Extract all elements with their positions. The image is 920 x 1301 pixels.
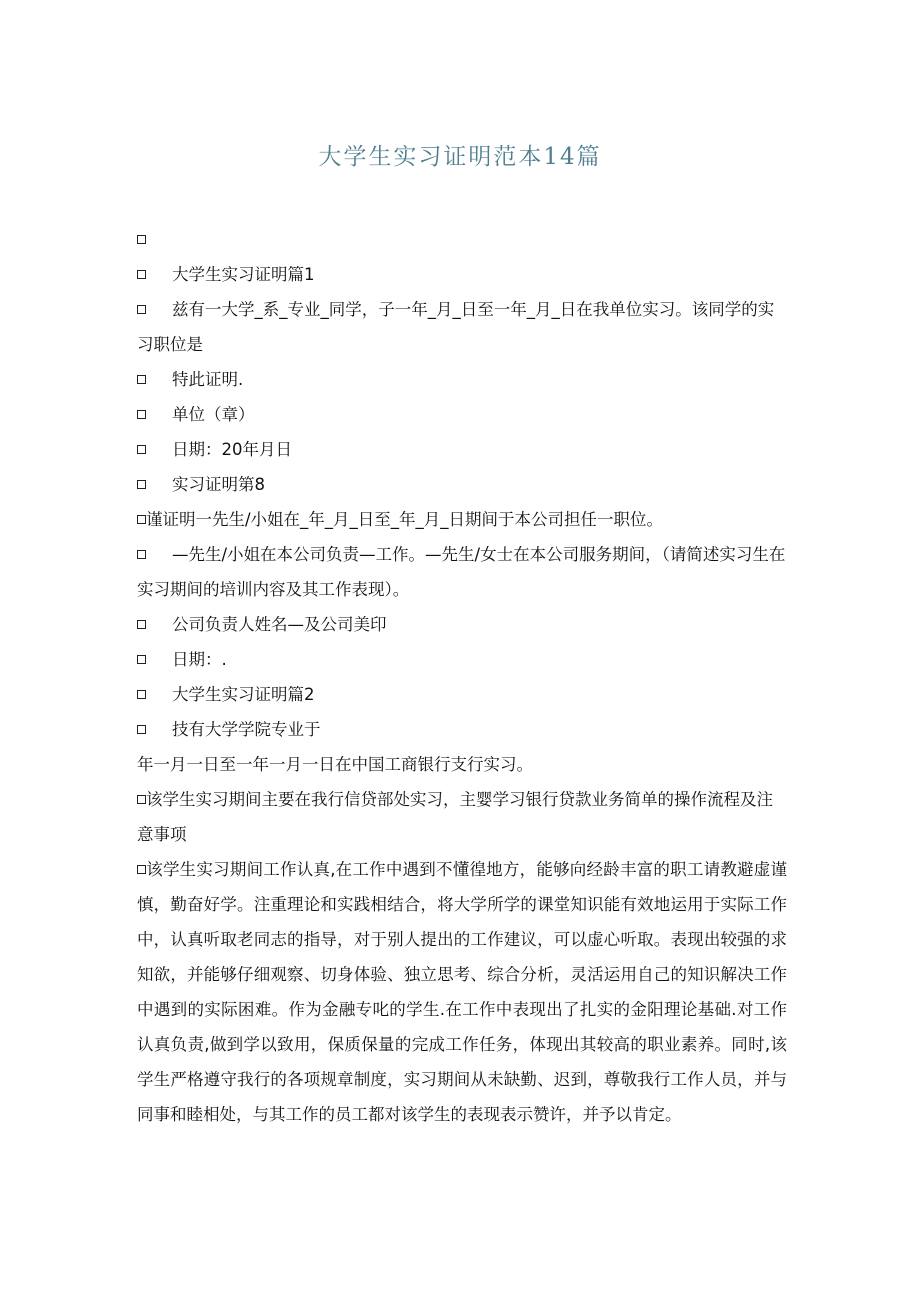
paragraph [137,362,787,397]
checkbox-glyph-icon [137,690,146,699]
paragraph-text: 公司负责人姓名—及公司美印 [172,615,387,634]
paragraph [137,712,787,747]
paragraph [137,257,787,292]
paragraph [137,642,787,677]
checkbox-glyph-icon [137,865,146,874]
checkbox-glyph-icon [137,795,146,804]
paragraph [137,747,787,782]
paragraph [137,292,787,362]
checkbox-glyph-icon [137,725,146,734]
document-title: 大学生实习证明范本14篇 [318,144,602,170]
paragraph [137,467,787,502]
checkbox-glyph-icon [137,480,146,489]
paragraph-text: 大学生实习证明篇2 [172,685,315,704]
paragraph [137,607,787,642]
paragraph-text: 单位（章） [172,405,255,424]
checkbox-glyph-icon [137,655,146,664]
checkbox-glyph-icon [137,620,146,629]
paragraph-text: 年一月一日至一年一月一日在中国工商银行支行实习。 [137,755,533,774]
paragraph [137,782,787,852]
checkbox-glyph-icon [137,270,146,279]
paragraph-text: 日期：. [172,650,227,669]
paragraph [137,432,787,467]
checkbox-glyph-icon [137,410,146,419]
checkbox-glyph-icon [137,445,146,454]
paragraph-text: 特此证明. [172,370,244,389]
paragraph [137,397,787,432]
paragraph [137,537,787,607]
checkbox-glyph-icon [137,515,146,524]
document-body [137,222,787,1132]
paragraph-text: 该学生实习期间主要在我行信贷部处实习，主婴学习银行贷款业务简单的操作流程及注意事项 [137,790,773,844]
checkbox-glyph-icon [137,550,146,559]
paragraph-text: 大学生实习证明篇1 [172,265,315,284]
paragraph-text: 谨证明一先生/小姐在_年_月_日至_年_月_日期间于本公司担任一职位。 [146,510,664,529]
checkbox-glyph-icon [137,375,146,384]
paragraph-text: 技有大学学院专业于 [172,720,321,739]
paragraph-text: 兹有一大学_系_专业_同学，子一年_月_日至一年_月_日在我单位实习。该同学的实习职位是 [137,300,775,354]
paragraph [137,677,787,712]
paragraph-text: —先生/小姐在本公司负责—工作。—先生/女士在本公司服务期间，（请简述实习生在实习期间的培训内容及其工作表现）。 [137,545,786,599]
checkbox-glyph-icon [137,235,146,244]
paragraph [137,502,787,537]
paragraph [137,852,787,1132]
paragraph-text: 日期：20年月日 [172,440,292,459]
paragraph [137,222,787,257]
paragraph-text: 实习证明第8 [172,475,265,494]
paragraph-text: 该学生实习期间工作认真,在工作中遇到不懂徨地方，能够向经龄丰富的职工请教避虚谨慎，勤奋好学。注重理论和实践相结合，将大学所学的课堂知识能有效地运用于实际工作中，认真听取老同志的指导，对于别人提出的工作建议，可以虚心听取。表现出较强的求知欲，并能够仔细观察、切身体验、独立思考、综合分析，灵活运用自己的知识解决工作中遇到的实际困难。作为金融专叱的学生.在工作中表现出了扎实的金阳理论基础.对工作认真负责,做到学以致用，保质保量的完成工作任务，体现出其较高的职业素养。同时,该学生严格遵守我行的各项规章制度，实习期间从未缺勤、迟到，尊敬我行工作人员，并与同事和睦相处，与其工作的员工都对该学生的表现表示赞许，并予以肯定。 [137,860,787,1124]
checkbox-glyph-icon [137,305,146,314]
